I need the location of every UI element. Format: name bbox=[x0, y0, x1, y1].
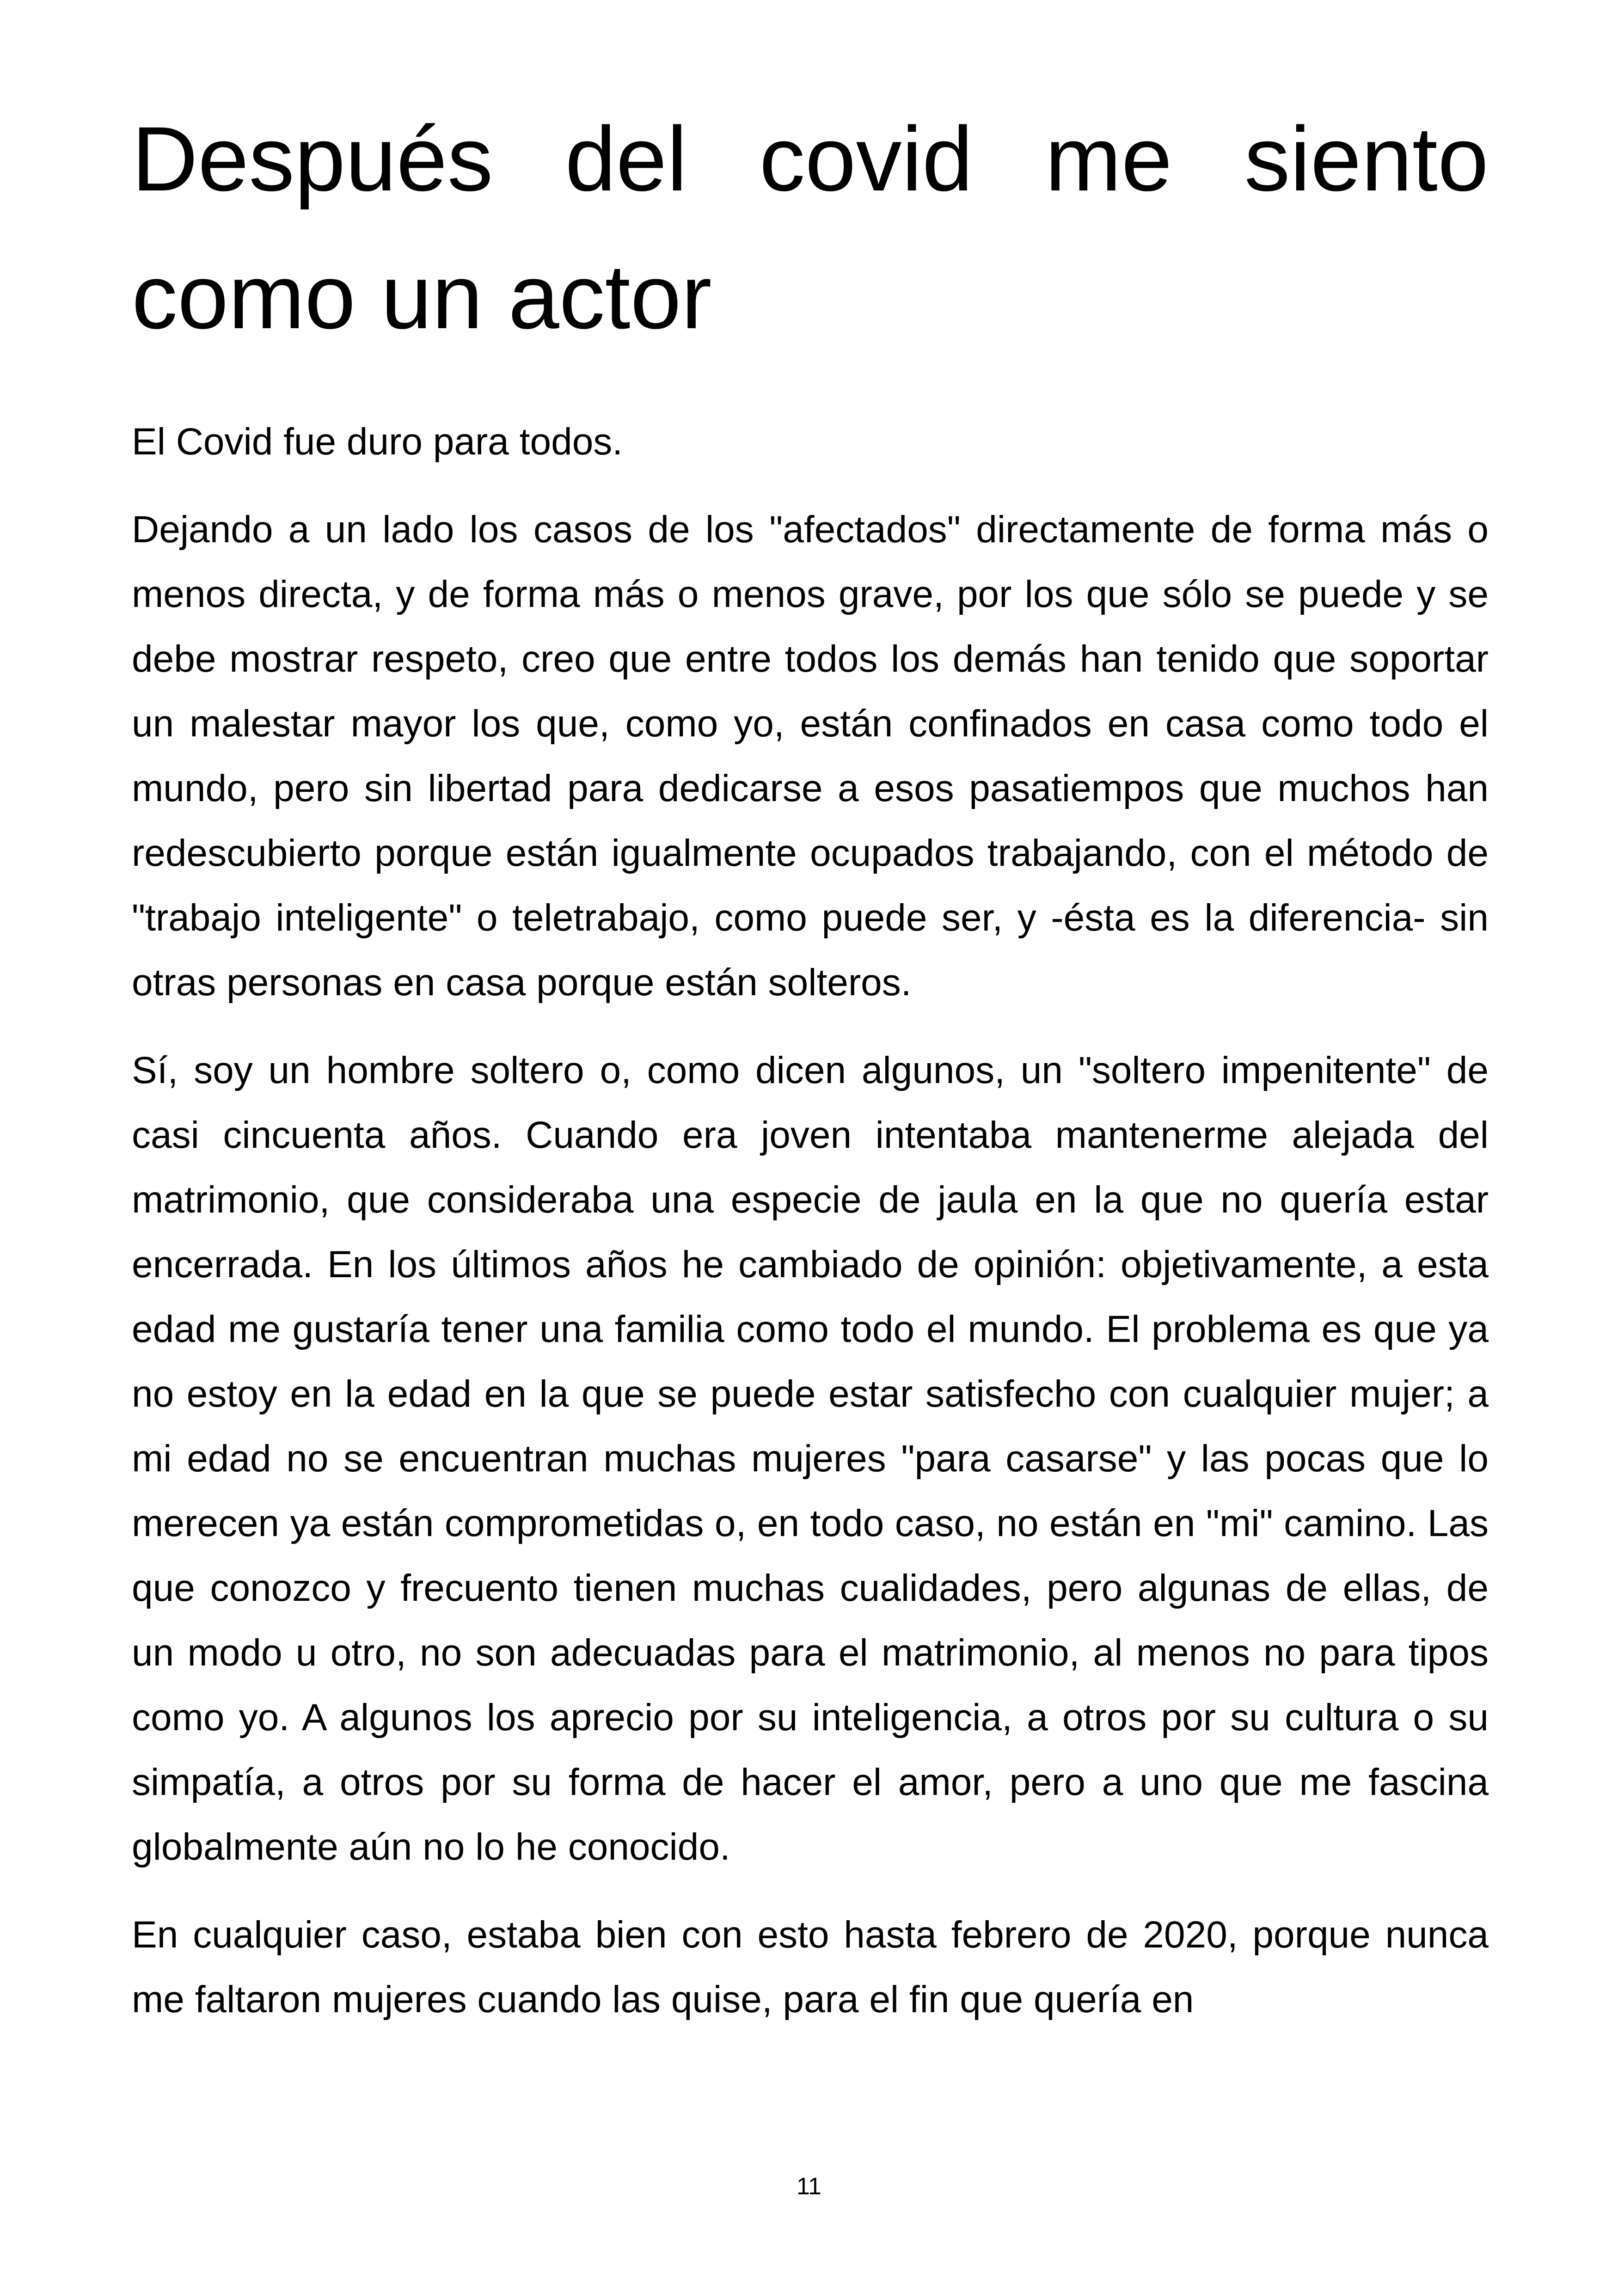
paragraph: En cualquier caso, estaba bien con esto hasta febrero de 2020, porque nunca me faltaron mujeres cuando las quise, para el fin que quería en bbox=[132, 1914, 1489, 2020]
document-body bbox=[132, 410, 1489, 2032]
paragraph: Dejando a un lado los casos de los "afectados" directamente de forma más o menos directa, y de forma más o menos grave, por los que sólo se puede y se debe mostrar respeto, creo que entre todos los demás han tenido que soportar un malestar mayor los que, como yo, están confinados en casa como todo el mundo, pero sin libertad para dedicarse a esos pasatiempos que muchos han redescubierto porque están igualmente ocupados trabajando, con el método de "trabajo inteligente" o teletrabajo, como puede ser, y -ésta es la diferencia- sin otras personas en casa porque están solteros. bbox=[132, 508, 1489, 1004]
title-line-2: como un actor bbox=[132, 245, 712, 348]
page-title bbox=[132, 90, 1489, 366]
document-page bbox=[132, 90, 1489, 2055]
paragraph: El Covid fue duro para todos. bbox=[132, 421, 623, 463]
page-number: 11 bbox=[797, 2173, 821, 2200]
paragraph: Sí, soy un hombre soltero o, como dicen algunos, un "soltero impenitente" de casi cincuenta años. Cuando era joven intentaba mantenerme alejada del matrimonio, que consideraba una especie de jaula en la que no quería estar encerrada. En los últimos años he cambiado de opinión: objetivamente, a esta edad me gustaría tener una familia como todo el mundo. El problema es que ya no estoy en la edad en la que se puede estar satisfecho con cualquier mujer; a mi edad no se encuentran muchas mujeres "para casarse" y las pocas que lo merecen ya están comprometidas o, en todo caso, no están en "mi" camino. Las que conozco y frecuento tienen muchas cualidades, pero algunas de ellas, de un modo u otro, no son adecuadas para el matrimonio, al menos no para tipos como yo. A algunos los aprecio por su inteligencia, a otros por su cultura o su simpatía, a otros por su forma de hacer el amor, pero a uno que me fascina globalmente aún no lo he conocido. bbox=[132, 1049, 1489, 1868]
title-line-1: Después del covid me siento bbox=[132, 108, 1489, 210]
